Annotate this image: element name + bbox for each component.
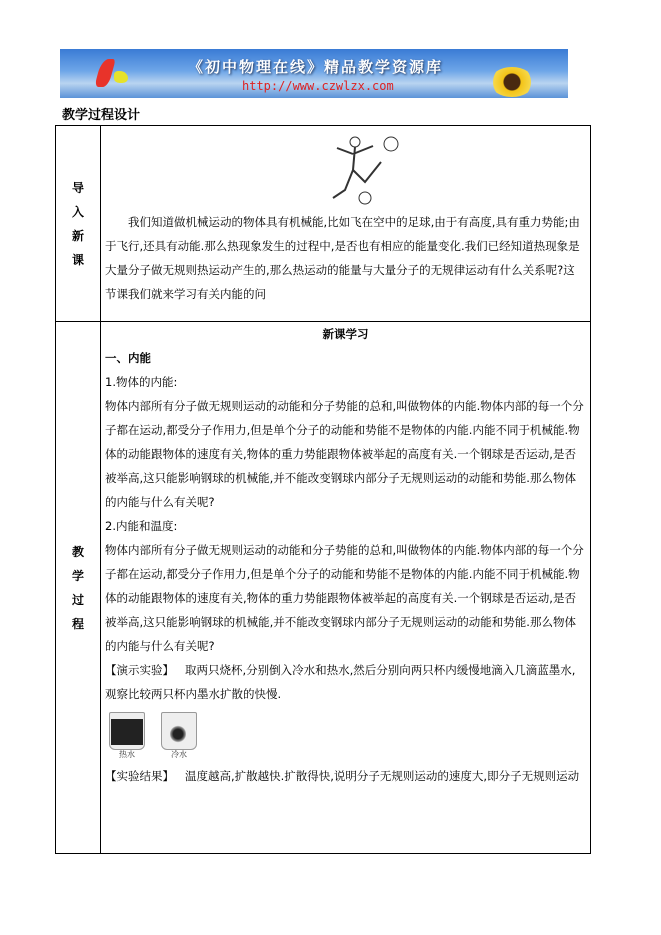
subheading: 1.物体的内能: <box>105 375 178 389</box>
subheading: 2.内能和温度: <box>105 519 178 533</box>
paragraph: 物体内部所有分子做无规则运动的动能和分子势能的总和,叫做物体的内能.物体内部的每一个分子都在运动,都受分子作用力,但是单个分子的动能和势能不是物体的内能.内能不同于机械能.物体的动能跟物体的速度有关,物体的重力势能跟物体被举起的高度有关.一个钢球是否运动,是否被举高,这只能影响钢球的机械能,并不能改变钢球内部分子无规则运动的动能和势能.那么物体的内能与什么有关呢? <box>105 543 584 653</box>
section-heading: 一、内能 <box>105 351 151 365</box>
result-paragraph <box>105 764 586 788</box>
label-char: 入 <box>71 204 84 219</box>
label-char: 课 <box>71 252 84 267</box>
label-char: 过 <box>71 592 84 607</box>
label-char: 导 <box>71 180 84 195</box>
page-heading: 教学过程设计 <box>62 108 141 123</box>
row-label <box>56 126 101 322</box>
football-player-image <box>105 126 586 210</box>
row-content <box>101 126 591 322</box>
row-content <box>101 322 591 854</box>
result-text: 温度越高,扩散越快.扩散得快,说明分子无规则运动的速度大,即分子无规则运动 <box>184 769 580 783</box>
logo-icon-secondary <box>114 71 128 83</box>
beaker-cold-image <box>161 712 197 750</box>
demo-paragraph <box>105 658 586 706</box>
beaker-images <box>105 706 586 764</box>
row-label <box>56 322 101 854</box>
demo-tag: 【演示实验】 <box>105 663 174 677</box>
beaker-cold <box>161 712 197 760</box>
label-char: 程 <box>71 616 84 631</box>
banner-title: 《初中物理在线》精品教学资源库 <box>188 58 444 76</box>
banner-url[interactable]: http://www.czwlzx.com <box>242 79 394 93</box>
label-char: 新 <box>71 228 84 243</box>
beaker-label: 热水 <box>119 750 135 759</box>
intro-paragraph: 我们知道做机械运动的物体具有机械能,比如飞在空中的足球,由于有高度,具有重力势能;由于飞行,还具有动能.那么热现象发生的过程中,是否也有相应的能量变化.我们已经知道热现象是大量分子做无规则热运动产生的,那么热运动的能量与大量分子的无规律运动有什么关系呢?这节课我们就来学习有关内能的问 <box>105 215 580 301</box>
sunflower-image <box>490 67 534 97</box>
logo-icon <box>94 59 116 87</box>
demo-text: 取两只烧杯,分别倒入冷水和热水,然后分别向两只杯内缓慢地滴入几滴蓝墨水,观察比较两只杯内墨水扩散的快慢. <box>105 663 576 701</box>
table-row <box>56 322 591 854</box>
result-tag: 【实验结果】 <box>105 769 174 783</box>
beaker-label: 冷水 <box>171 750 187 759</box>
lesson-table <box>55 125 591 854</box>
beaker-hot <box>109 712 145 760</box>
label-char: 教 <box>71 544 84 559</box>
label-char: 学 <box>71 568 84 583</box>
table-row <box>56 126 591 322</box>
paragraph: 物体内部所有分子做无规则运动的动能和分子势能的总和,叫做物体的内能.物体内部的每一个分子都在运动,都受分子作用力,但是单个分子的动能和势能不是物体的内能.内能不同于机械能.物体的动能跟物体的速度有关,物体的重力势能跟物体被举起的高度有关.一个钢球是否运动,是否被举高,这只能影响钢球的机械能,并不能改变钢球内部分子无规则运动的动能和势能.那么物体的内能与什么有关呢? <box>105 399 584 509</box>
section-title: 新课学习 <box>322 327 369 341</box>
beaker-hot-image <box>109 712 145 750</box>
header-banner <box>60 49 568 98</box>
